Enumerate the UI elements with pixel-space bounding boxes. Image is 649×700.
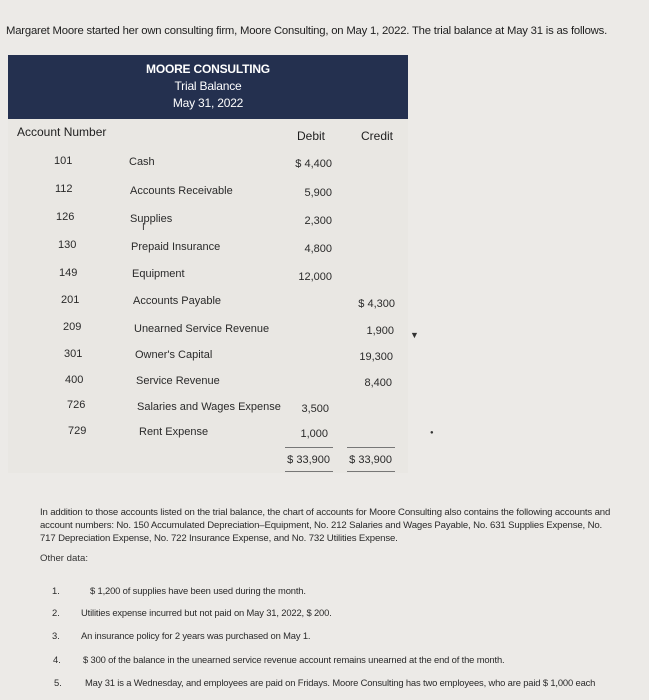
credit-header: Credit: [361, 129, 394, 143]
account-number: 209: [63, 321, 82, 333]
debit-total-rule: [285, 447, 333, 448]
item-number: 1.: [52, 585, 60, 596]
credit-total-rule: [347, 447, 395, 448]
account-number: 101: [54, 155, 73, 167]
item-number: 5.: [54, 677, 62, 688]
account-number: 201: [61, 294, 80, 306]
debit-amount: $ 4,400: [295, 158, 332, 170]
account-number: 112: [55, 183, 73, 195]
debit-amount: 12,000: [298, 271, 332, 283]
account-name: Equipment: [132, 268, 185, 280]
credit-total: $ 33,900: [349, 454, 392, 466]
debit-header: Debit: [297, 129, 326, 143]
account-number: 126: [56, 211, 75, 223]
account-number: 301: [64, 348, 83, 360]
statement-title: Trial Balance: [174, 79, 242, 93]
item-text: $ 1,200 of supplies have been used during the month.: [90, 585, 306, 596]
account-name: Supplies: [130, 213, 173, 225]
account-number: 729: [68, 425, 87, 437]
chart-of-accounts-paragraph: In addition to those accounts listed on the trial balance, the chart of accounts for Moore Consulting also contains the following accounts and account numbers: No. 150 Accumulated Depreciation–Equipment, No. 212 Salaries and Wages Payable, No. 631 Supplies Expense, No. 717 Depreciation Expense, No. 722 Insurance Expense, and No. 732 Utilities Expense.: [40, 507, 611, 544]
debit-total: $ 33,900: [287, 454, 330, 466]
debit-amount: 4,800: [304, 243, 332, 255]
credit-amount: 19,300: [359, 351, 393, 363]
debit-double-rule: [285, 471, 333, 472]
other-data-label: Other data:: [40, 553, 88, 564]
debit-amount: 1,000: [300, 428, 328, 440]
account-name: Service Revenue: [136, 375, 220, 387]
debit-amount: 3,500: [301, 403, 329, 415]
account-name: Prepaid Insurance: [131, 241, 221, 253]
company-name: MOORE CONSULTING: [146, 62, 270, 76]
credit-double-rule: [347, 471, 395, 472]
item-text: An insurance policy for 2 years was purchased on May 1.: [81, 630, 311, 641]
item-text: Utilities expense incurred but not paid on May 31, 2022, $ 200.: [81, 607, 332, 618]
credit-amount: 8,400: [364, 377, 392, 389]
trial-balance-header: [8, 55, 408, 119]
item-number: 3.: [52, 630, 60, 641]
account-name: Cash: [129, 156, 155, 168]
account-name: Rent Expense: [139, 426, 209, 438]
cursor-icon: I: [142, 222, 145, 233]
account-name: Unearned Service Revenue: [134, 323, 270, 335]
account-number: 726: [67, 399, 86, 411]
debit-amount: 2,300: [304, 215, 332, 227]
pen-mark-icon: ▼: [410, 330, 419, 340]
item-text: May 31 is a Wednesday, and employees are paid on Fridays. Moore Consulting has two employees, who are paid $ 1,000 each: [85, 677, 596, 688]
debit-amount: 5,900: [304, 187, 332, 199]
account-name: Owner's Capital: [135, 349, 213, 361]
account-number: 400: [65, 374, 84, 386]
account-name: Accounts Payable: [133, 295, 222, 307]
account-name: Accounts Receivable: [130, 185, 233, 197]
problem-intro: Margaret Moore started her own consulting firm, Moore Consulting, on May 1, 2022. The trial balance at May 31 is as follows.: [6, 25, 608, 37]
statement-date: May 31, 2022: [172, 96, 244, 110]
credit-amount: $ 4,300: [358, 298, 395, 310]
item-number: 4.: [53, 654, 61, 665]
item-number: 2.: [52, 607, 60, 618]
account-number: 130: [58, 239, 77, 251]
credit-amount: 1,900: [366, 325, 394, 337]
account-number-header: Account Number: [17, 125, 107, 139]
account-name: Salaries and Wages Expense: [137, 401, 281, 413]
item-text: $ 300 of the balance in the unearned service revenue account remains unearned at the end of the month.: [83, 654, 505, 665]
dot-mark-icon: ●: [430, 430, 434, 436]
account-number: 149: [59, 267, 78, 279]
